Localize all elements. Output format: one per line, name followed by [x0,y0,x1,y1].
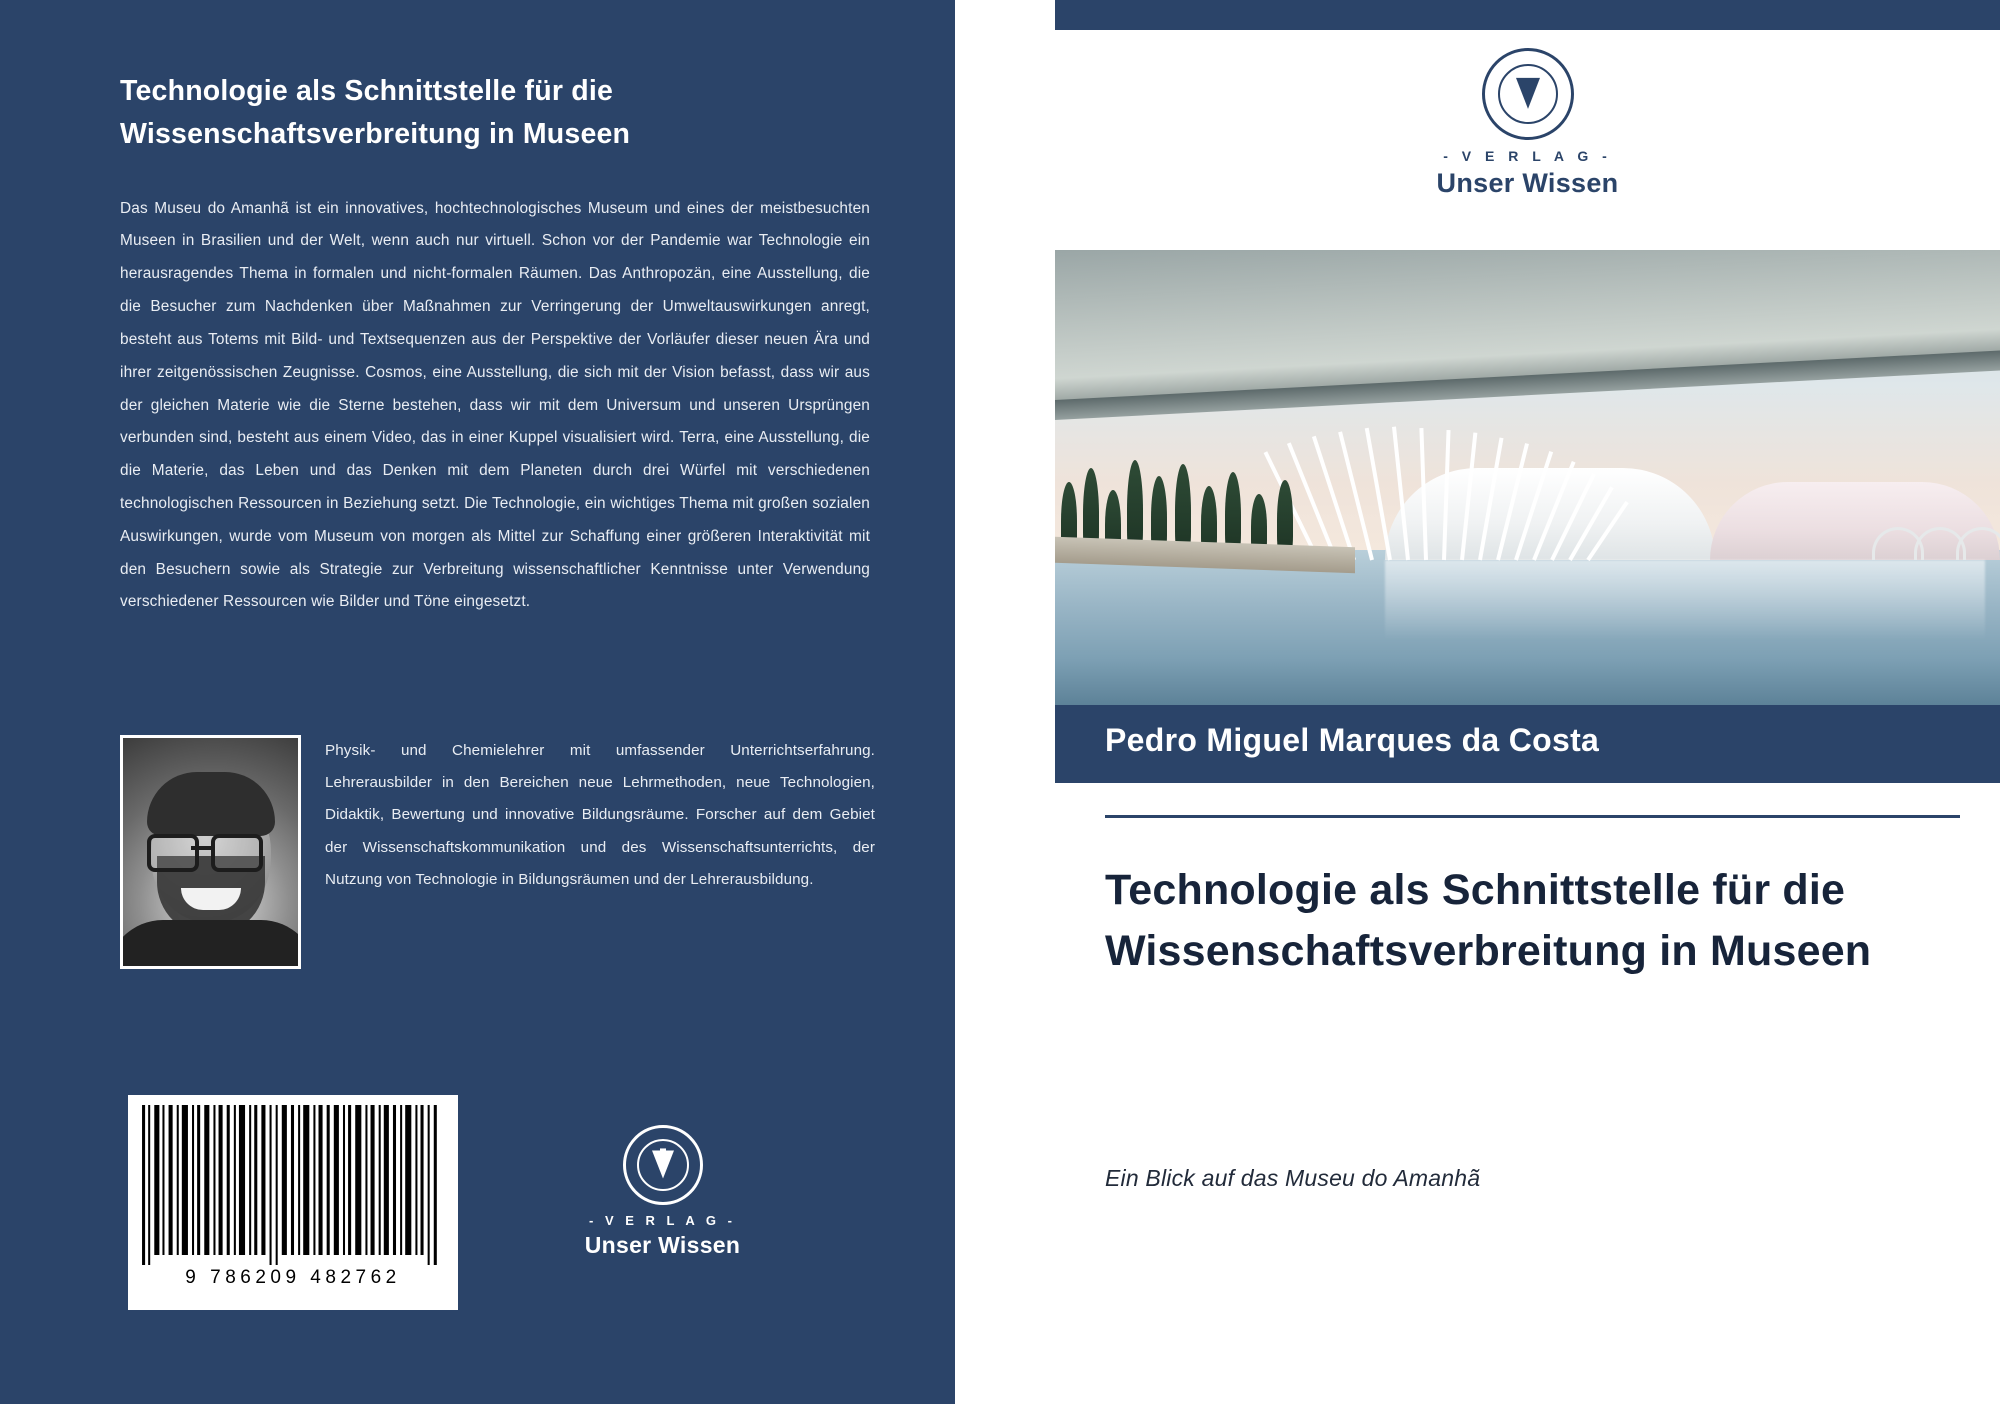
publisher-logo-front [1055,48,2000,199]
publisher-logo-back [565,1125,760,1259]
author-photo [120,735,301,969]
photo-bridge [1870,500,2000,560]
barcode-bars-icon [140,1105,446,1265]
back-cover-abstract: Das Museu do Amanhã ist ein innovatives, hochtechnologisches Museum und eines der meistbesuchten Museen in Brasilien und der Welt, wenn auch nur virtuell. Schon vor der Pandemie war Technologie ein herausragendes Thema in formalen und nicht-formalen Räumen. Das Anthropozän, eine Ausstellung, die die Besucher zum Nachdenken über Maßnahmen zur Verringerung der Umweltauswirkungen anregt, besteht aus Totems mit Bild- und Textsequenzen aus der Perspektive der Vorläufer dieser neuen Ära und ihrer zeitgenössischen Zeugnisse. Cosmos, eine Ausstellung, die sich mit der Vision befasst, dass wir aus der gleichen Materie wie die Sterne bestehen, dass wir mit dem Universum und unseren Ursprüngen verbunden sind, besteht aus einem Video, das in einer Kuppel visualisiert wird. Terra, eine Ausstellung, die die Materie, das Leben und das Denken mit dem Planeten durch drei Würfel mit verschiedenen technologischen Ressourcen in Beziehung setzt. Die Technologie, ein wichtiges Thema mit großen sozialen Auswirkungen, wurde vom Museum von morgen als Mittel zur Schaffung einer größeren Interaktivität mit den Besuchern sowie als Strategie zur Verbreitung wissenschaftlicher Kenntnisse unter Verwendung verschiedener Ressourcen wie Bilder und Töne eingesetzt. [120,199,870,611]
isbn-number: 9 786209 482762 [185,1267,401,1288]
isbn-barcode [128,1095,458,1310]
photo-structure-ribs [1310,426,1640,560]
author-bio-text: Physik- und Chemielehrer mit umfassender Unterrichtserfahrung. Lehrerausbilder in den Bereichen neue Lehrmethoden, neue Technologien, Didaktik, Bewertung und innovative Bildungsräume. Forscher auf dem Gebiet der Wissenschaftskommunikation und des Wissenschaftsunterrichts, der Nutzung von Technologie in Bildungsräumen und der Lehrerausbildung. [325,742,875,888]
publisher-pen-nib-icon-front [1482,48,1574,140]
front-divider [1105,815,1960,818]
front-cover-title: Technologie als Schnittstelle für die Wissenschaftsverbreitung in Museen [1105,866,1872,976]
front-cover-subtitle: Ein Blick auf das Museu do Amanhã [1105,1165,1481,1191]
author-bio-block [120,735,875,969]
publisher-label-front: - V E R L A G - [1443,148,1612,164]
publisher-label-back: - V E R L A G - [589,1213,736,1228]
back-cover-panel [0,0,955,1404]
back-cover-text-block [120,70,870,619]
front-cover-panel [1055,0,2000,1404]
publisher-name-back: Unser Wissen [584,1232,741,1258]
spine-panel [955,0,1055,1404]
cover-photograph [1055,250,2000,705]
front-top-bar [1055,0,2000,30]
publisher-pen-nib-icon [623,1125,703,1205]
front-author-name: Pedro Miguel Marques da Costa [1105,722,1600,758]
back-cover-title: Technologie als Schnittstelle für die Wissenschaftsverbreitung in Museen [120,75,631,151]
publisher-name-front: Unser Wissen [1436,168,1619,198]
